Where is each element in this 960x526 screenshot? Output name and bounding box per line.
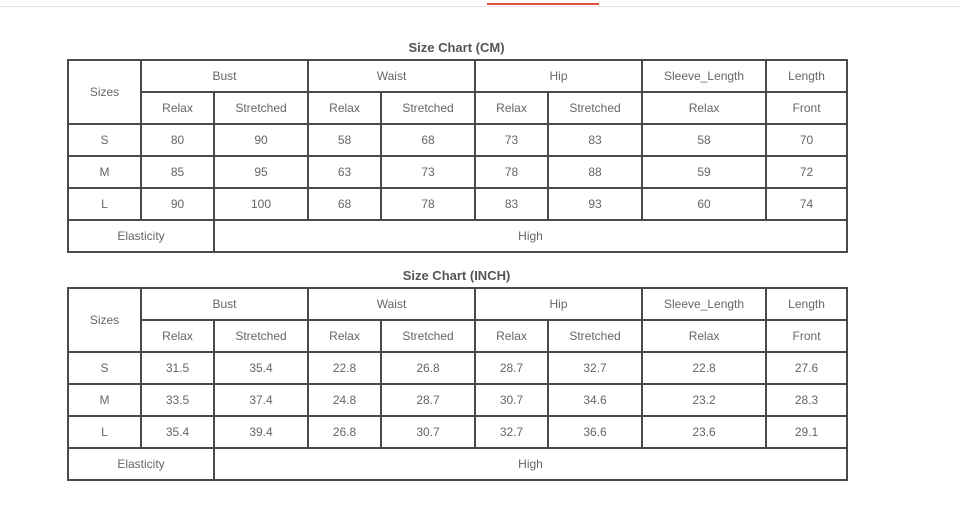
length-front-header: Front <box>766 320 847 352</box>
table-cell: 58 <box>642 124 766 156</box>
active-tab-indicator <box>487 3 599 5</box>
table-cell: 100 <box>214 188 308 220</box>
group-header-row <box>68 60 847 92</box>
table-cell: 23.2 <box>642 384 766 416</box>
table-cell: 35.4 <box>214 352 308 384</box>
table-row-m <box>68 156 847 188</box>
table-cell: 73 <box>475 124 548 156</box>
table-cell: 80 <box>141 124 214 156</box>
sleeve-relax-header: Relax <box>642 92 766 124</box>
table-cell: 93 <box>548 188 642 220</box>
table-cell: 27.6 <box>766 352 847 384</box>
waist-stretched-header: Stretched <box>381 320 475 352</box>
table-cell: 58 <box>308 124 381 156</box>
length-header: Length <box>766 288 847 320</box>
table-cell: 68 <box>381 124 475 156</box>
size-chart-cm-table <box>67 59 848 253</box>
size-cell: L <box>68 188 141 220</box>
length-header: Length <box>766 60 847 92</box>
table-cell: 28.7 <box>381 384 475 416</box>
size-cell: M <box>68 156 141 188</box>
table-cell: 23.6 <box>642 416 766 448</box>
waist-stretched-header: Stretched <box>381 92 475 124</box>
sizes-header: Sizes <box>68 288 141 352</box>
bust-relax-header: Relax <box>141 92 214 124</box>
table-cell: 26.8 <box>308 416 381 448</box>
elasticity-value: High <box>214 448 847 480</box>
table-cell: 83 <box>548 124 642 156</box>
table-cell: 36.6 <box>548 416 642 448</box>
hip-relax-header: Relax <box>475 92 548 124</box>
table-cell: 60 <box>642 188 766 220</box>
length-front-header: Front <box>766 92 847 124</box>
sleeve-length-header: Sleeve_Length <box>642 288 766 320</box>
table-cell: 31.5 <box>141 352 214 384</box>
hip-stretched-header: Stretched <box>548 92 642 124</box>
hip-header: Hip <box>475 288 642 320</box>
subheader-row <box>68 320 847 352</box>
elasticity-row <box>68 220 847 252</box>
waist-header: Waist <box>308 60 475 92</box>
bust-stretched-header: Stretched <box>214 320 308 352</box>
table-cell: 32.7 <box>475 416 548 448</box>
bust-relax-header: Relax <box>141 320 214 352</box>
table-cell: 59 <box>642 156 766 188</box>
bust-stretched-header: Stretched <box>214 92 308 124</box>
table-cell: 28.3 <box>766 384 847 416</box>
table-cell: 78 <box>381 188 475 220</box>
waist-header: Waist <box>308 288 475 320</box>
table-cell: 33.5 <box>141 384 214 416</box>
sleeve-length-header: Sleeve_Length <box>642 60 766 92</box>
table-cell: 35.4 <box>141 416 214 448</box>
waist-relax-header: Relax <box>308 320 381 352</box>
table-cell: 70 <box>766 124 847 156</box>
table-cell: 74 <box>766 188 847 220</box>
subheader-row <box>68 92 847 124</box>
group-header-row <box>68 288 847 320</box>
table-cell: 24.8 <box>308 384 381 416</box>
size-cell: S <box>68 124 141 156</box>
table-cell: 28.7 <box>475 352 548 384</box>
table-cell: 83 <box>475 188 548 220</box>
waist-relax-header: Relax <box>308 92 381 124</box>
table-cell: 30.7 <box>381 416 475 448</box>
table-row-l <box>68 416 847 448</box>
table-cell: 30.7 <box>475 384 548 416</box>
table-cell: 90 <box>214 124 308 156</box>
table-cell: 88 <box>548 156 642 188</box>
table-row-s <box>68 352 847 384</box>
table-cell: 95 <box>214 156 308 188</box>
table-cell: 73 <box>381 156 475 188</box>
table-row-s <box>68 124 847 156</box>
table-cell: 63 <box>308 156 381 188</box>
size-chart-cm-title: Size Chart (CM) <box>408 40 505 55</box>
table-cell: 29.1 <box>766 416 847 448</box>
elasticity-label: Elasticity <box>68 448 214 480</box>
sizes-header: Sizes <box>68 60 141 124</box>
elasticity-value: High <box>214 220 847 252</box>
elasticity-row <box>68 448 847 480</box>
table-cell: 68 <box>308 188 381 220</box>
size-cell: S <box>68 352 141 384</box>
top-divider <box>0 6 960 7</box>
table-cell: 22.8 <box>642 352 766 384</box>
table-cell: 37.4 <box>214 384 308 416</box>
table-cell: 22.8 <box>308 352 381 384</box>
table-cell: 85 <box>141 156 214 188</box>
table-row-m <box>68 384 847 416</box>
table-cell: 32.7 <box>548 352 642 384</box>
table-row-l <box>68 188 847 220</box>
elasticity-label: Elasticity <box>68 220 214 252</box>
table-cell: 39.4 <box>214 416 308 448</box>
bust-header: Bust <box>141 288 308 320</box>
table-cell: 34.6 <box>548 384 642 416</box>
table-cell: 78 <box>475 156 548 188</box>
hip-stretched-header: Stretched <box>548 320 642 352</box>
sleeve-relax-header: Relax <box>642 320 766 352</box>
table-cell: 72 <box>766 156 847 188</box>
hip-relax-header: Relax <box>475 320 548 352</box>
size-cell: L <box>68 416 141 448</box>
bust-header: Bust <box>141 60 308 92</box>
table-cell: 90 <box>141 188 214 220</box>
size-chart-inch-table <box>67 287 848 481</box>
table-cell: 26.8 <box>381 352 475 384</box>
size-chart-inch-title: Size Chart (INCH) <box>402 268 511 283</box>
size-cell: M <box>68 384 141 416</box>
hip-header: Hip <box>475 60 642 92</box>
